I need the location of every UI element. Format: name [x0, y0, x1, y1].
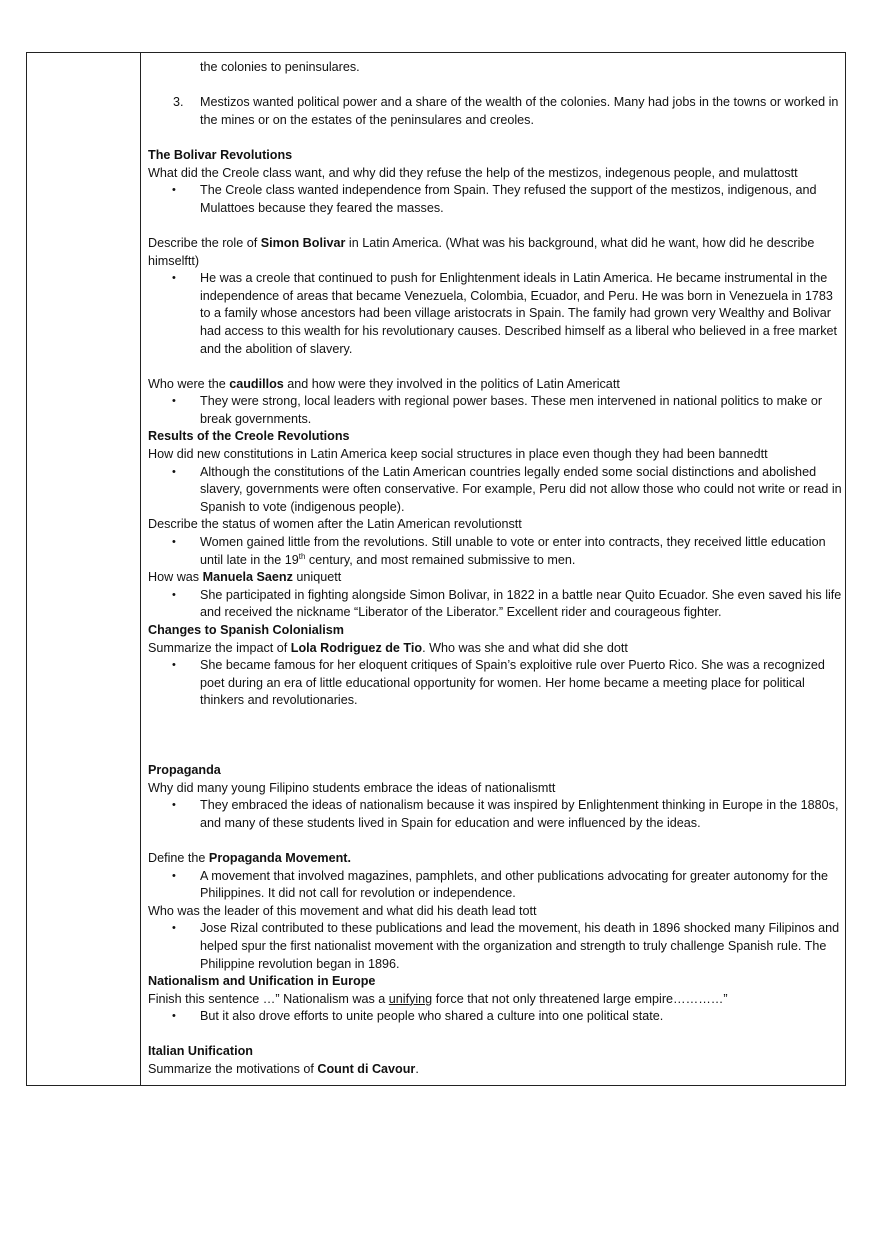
bullet-icon: • — [172, 588, 176, 601]
question-constitutions: How did new constitutions in Latin America keep social structures in place even though they had been bannedtt — [148, 447, 768, 462]
bullet-icon: • — [172, 536, 176, 549]
answer-manuela: • She participated in fighting alongside Simon Bolivar, in 1822 in a battle near Quito Ecuador. She even saved his life and received the nickname “Liberator of the Liberator.” Excellent rider and courageous fighter. — [172, 587, 842, 620]
answer-women: • Women gained little from the revolutions. Still unable to vote or enter into contracts, they received little education until late in the 19th century, and most remained submissive to men. — [172, 535, 826, 567]
answer-lola: • She became famous for her eloquent critiques of Spain’s exploitive rule over Puerto Rico. She was a recognized poet during an era of little educational opportunity for women. Her home became a meeting place for political thinkers and revolutionaries. — [172, 658, 825, 708]
item-number: 3. — [173, 95, 184, 110]
bullet-icon: • — [172, 869, 176, 882]
answer-filipino: • They embraced the ideas of nationalism because it was inspired by Enlightenment thinking in Europe in the 1880s, and many of these students lived in Spain for education and were influenced by the ideas. — [172, 798, 839, 830]
answer-leader: • Jose Rizal contributed to these publications and lead the movement, his death in 1896 shocked many Filipinos and helped spur the first nationalist movement with the organization and strength to truly challenge Spanish rule. The Philippine revolution began in 1896. — [172, 921, 840, 971]
bullet-icon: • — [172, 395, 176, 408]
question-filipino: Why did many young Filipino students embrace the ideas of nationalismtt — [148, 780, 556, 795]
table-left-column — [27, 53, 141, 1085]
heading-nationalism-europe: Nationalism and Unification in Europe — [148, 974, 376, 989]
question-manuela: How was Manuela Saenz uniquett — [148, 570, 342, 585]
bullet-icon: • — [172, 465, 176, 478]
bullet-icon: • — [172, 272, 176, 285]
bullet-icon: • — [172, 799, 176, 812]
question-creole: What did the Creole class want, and why did they refuse the help of the mestizos, indegenous people, and mulattostt — [148, 165, 798, 180]
question-simon-bolivar: Describe the role of Simon Bolivar in Latin America. (What was his background, what did he want, how did he describe himselftt) — [148, 235, 815, 268]
bullet-icon: • — [172, 184, 176, 197]
table-content-cell — [148, 59, 843, 1079]
answer-define-propaganda: • A movement that involved magazines, pamphlets, and other publications advocating for greater autonomy for the Philippines. It did not call for revolution or independence. — [172, 868, 828, 901]
heading-bolivar-revolutions: The Bolivar Revolutions — [148, 147, 293, 162]
answer-simon-bolivar: • He was a creole that continued to push for Enlightenment ideals in Latin America. He became instrumental in the independence of areas that became Venezuela, Colombia, Ecuador, and Peru. He was born in Venezuela in 1783 to a family whose ancestors had been village aristocrats in Spain. The family had grown very Wealthy and Bolivar had access to this wealth for his revolutionary causes. Described himself as a liberal who believed in a free market and the abolition of slavery. — [172, 271, 837, 356]
answer-creole: • The Creole class wanted independence from Spain. They refused the support of the mestizos, indigenous, and Mulattoes because they feared the masses. — [172, 183, 817, 215]
bullet-icon: • — [172, 922, 176, 935]
answer-constitutions: • Although the constitutions of the Latin American countries legally ended some social distinctions and abolished slavery, governments were often conservative. For example, Peru did not allow those who could not write or read in Spanish to vote (indigenous people). — [172, 464, 842, 514]
question-cavour: Summarize the motivations of Count di Cavour. — [148, 1062, 419, 1077]
bullet-icon: • — [172, 659, 176, 672]
numbered-item-3: 3. Mestizos wanted political power and a share of the wealth of the colonies. Many had jobs in the towns or worked in the mines or on the estates of the peninsulares and creoles. — [173, 95, 839, 127]
bullet-icon: • — [172, 1010, 176, 1023]
question-finish-sentence: Finish this sentence …” Nationalism was a unifying force that not only threatened large empire…………” — [148, 991, 728, 1006]
question-women: Describe the status of women after the Latin American revolutionstt — [148, 517, 522, 532]
question-leader: Who was the leader of this movement and what did his death lead tott — [148, 903, 537, 918]
question-caudillos: Who were the caudillos and how were they involved in the politics of Latin Americatt — [148, 376, 620, 391]
heading-results-creole: Results of the Creole Revolutions — [148, 429, 350, 444]
heading-italian-unification: Italian Unification — [148, 1044, 253, 1059]
continued-text: the colonies to peninsulares. — [200, 60, 360, 74]
heading-propaganda: Propaganda — [148, 762, 221, 777]
heading-changes-colonialism: Changes to Spanish Colonialism — [148, 623, 344, 637]
question-define-propaganda: Define the Propaganda Movement. — [148, 850, 351, 865]
question-lola: Summarize the impact of Lola Rodriguez de Tio. Who was she and what did she dott — [148, 640, 628, 655]
worksheet-table — [26, 52, 846, 1086]
answer-caudillos: • They were strong, local leaders with regional power bases. These men intervened in national politics to make or break governments. — [172, 394, 823, 426]
answer-finish-sentence: • But it also drove efforts to unite people who shared a culture into one political state. — [148, 1008, 843, 1026]
